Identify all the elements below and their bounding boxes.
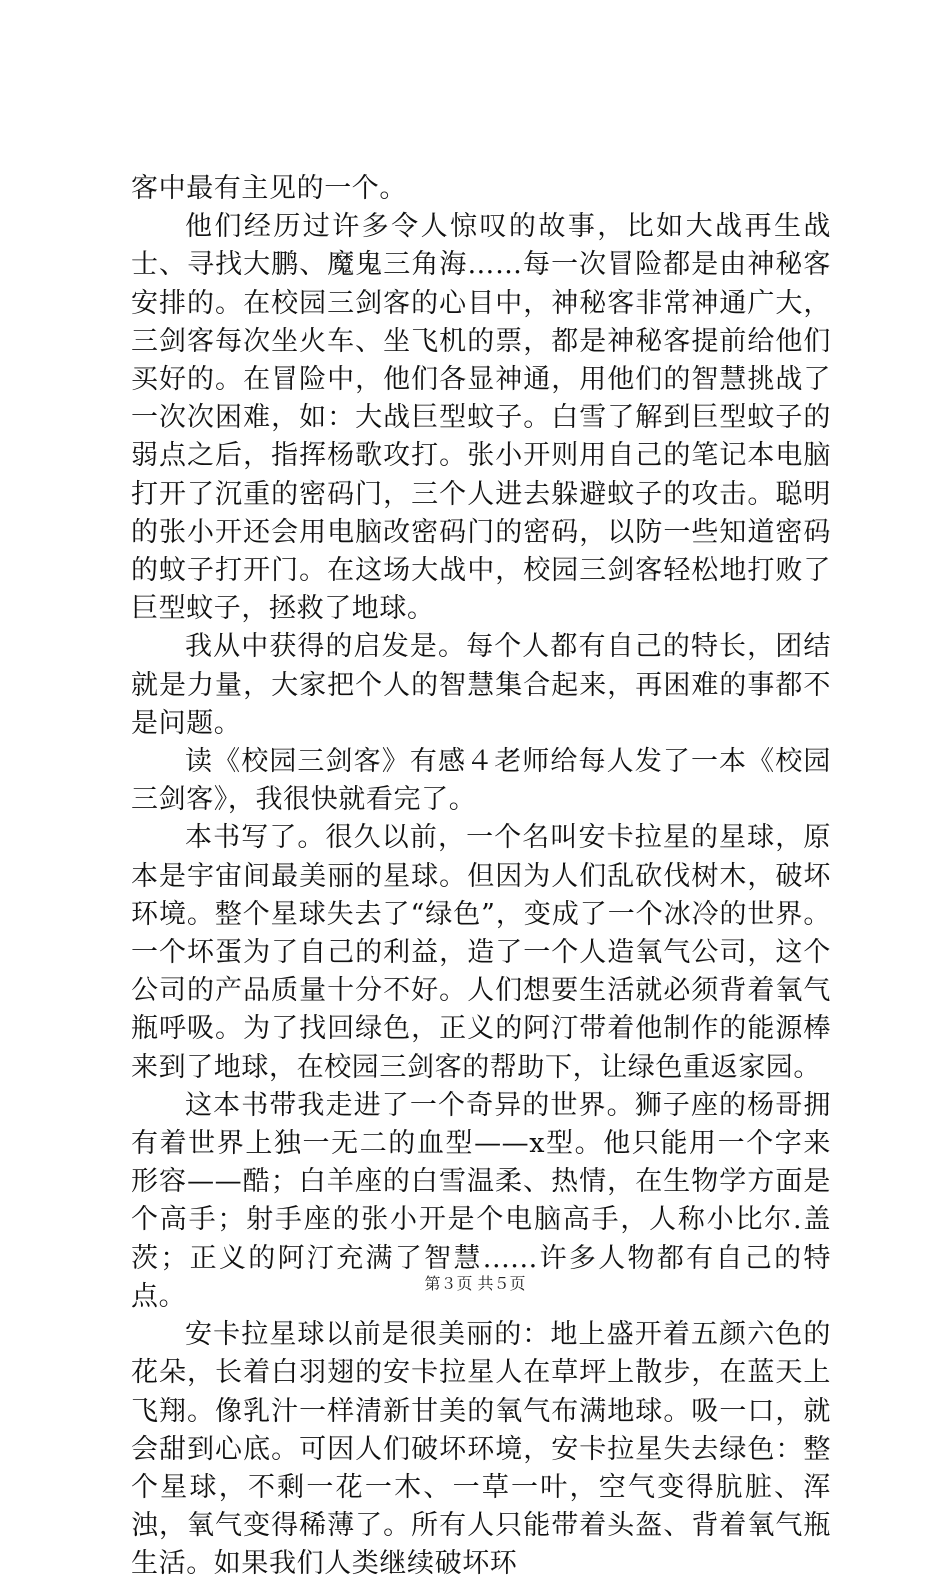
paragraph: 读《校园三剑客》有感４老师给每人发了一本《校园三剑客》，我很快就看完了。 bbox=[131, 746, 831, 816]
paragraph: 我从中获得的启发是。每个人都有自己的特长，团结就是力量，大家把个人的智慧集合起来，再困难的事都不是问题。 bbox=[131, 631, 831, 739]
document-body bbox=[131, 170, 831, 1584]
paragraph: 这本书带我走进了一个奇异的世界。狮子座的杨哥拥有着世界上独一无二的血型——x型。他只能用一个字来形容——酷；白羊座的白雪温柔、热情，在生物学方面是个高手；射手座的张小开是个电脑高手，人称小比尔.盖茨；正义的阿汀充满了智慧......许多人物都有自己的特点。 bbox=[131, 1089, 831, 1312]
paragraph: 客中最有主见的一个。 bbox=[131, 173, 407, 204]
paragraph: 本书写了。很久以前，一个名叫安卡拉星的星球，原本是宇宙间最美丽的星球。但因为人们乱砍伐树木，破坏环境。整个星球失去了“绿色”，变成了一个冰冷的世界。一个坏蛋为了自己的利益，造了一个人造氧气公司，这个公司的产品质量十分不好。人们想要生活就必须背着氧气瓶呼吸。为了找回绿色，正义的阿汀带着他制作的能源棒来到了地球，在校园三剑客的帮助下，让绿色重返家园。 bbox=[131, 822, 831, 1083]
page-footer bbox=[0, 1274, 950, 1294]
page-number: 第３页 共５页 bbox=[424, 1274, 526, 1293]
paragraph: 安卡拉星球以前是很美丽的：地上盛开着五颜六色的花朵，长着白羽翅的安卡拉星人在草坪上散步，在蓝天上飞翔。像乳汁一样清新甘美的氧气布满地球。吸一口，就会甜到心底。可因人们破坏环境，安卡拉星失去绿色：整个星球，不剩一花一木、一草一叶，空气变得肮脏、浑浊，氧气变得稀薄了。所有人只能带着头盔、背着氧气瓶生活。如果我们人类继续破坏环 bbox=[131, 1319, 831, 1580]
paragraph: 他们经历过许多令人惊叹的故事，比如大战再生战士、寻找大鹏、魔鬼三角海……每一次冒险都是由神秘客安排的。在校园三剑客的心目中，神秘客非常神通广大，三剑客每次坐火车、坐飞机的票，都是神秘客提前给他们买好的。在冒险中，他们各显神通，用他们的智慧挑战了一次次困难，如：大战巨型蚊子。白雪了解到巨型蚊子的弱点之后，指挥杨歌攻打。张小开则用自己的笔记本电脑打开了沉重的密码门，三个人进去躲避蚊子的攻击。聪明的张小开还会用电脑改密码门的密码，以防一些知道密码的蚊子打开门。在这场大战中，校园三剑客轻松地打败了巨型蚊子，拯救了地球。 bbox=[131, 211, 831, 625]
